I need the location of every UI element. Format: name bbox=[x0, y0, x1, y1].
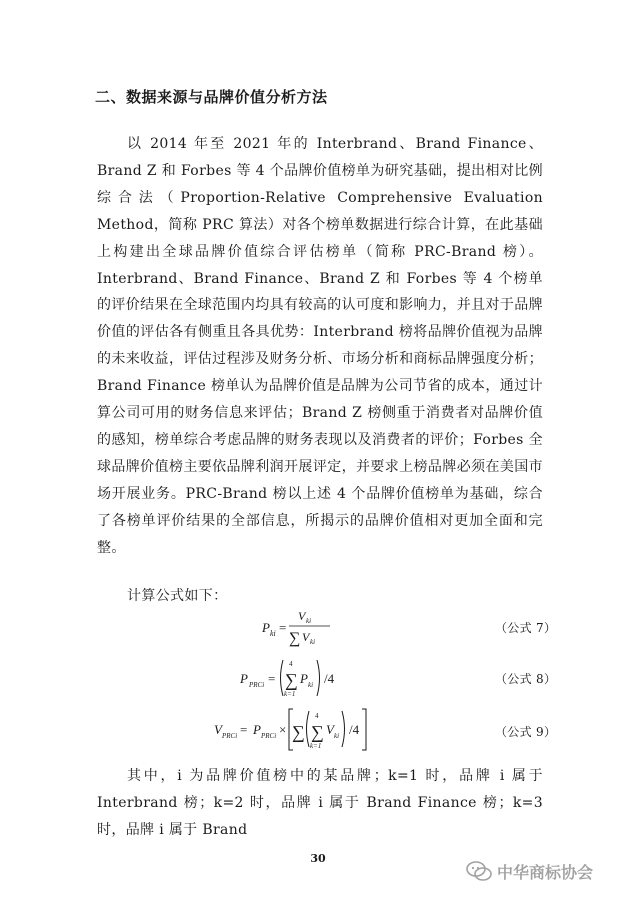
svg-text:V: V bbox=[298, 609, 306, 623]
page-number: 30 bbox=[310, 852, 326, 865]
svg-text:/4: /4 bbox=[349, 722, 360, 737]
section-heading: 二、数据来源与品牌价值分析方法 bbox=[95, 88, 328, 106]
svg-text:ki: ki bbox=[310, 638, 316, 646]
wechat-icon bbox=[465, 860, 493, 882]
svg-text:P: P bbox=[240, 671, 248, 686]
svg-text:=: = bbox=[268, 671, 276, 686]
svg-text:ki: ki bbox=[270, 629, 276, 638]
watermark bbox=[465, 858, 593, 884]
svg-text:V: V bbox=[326, 722, 334, 737]
svg-text:/4: /4 bbox=[324, 671, 335, 686]
svg-text:ki: ki bbox=[334, 732, 340, 740]
formula-7 bbox=[0, 608, 636, 648]
svg-text:V: V bbox=[302, 630, 310, 644]
svg-text:P: P bbox=[300, 671, 308, 686]
formula-9-label: （公式 9） bbox=[495, 725, 557, 739]
watermark-text: 中华商标协会 bbox=[497, 862, 594, 882]
formula-7-label: （公式 7） bbox=[495, 621, 557, 635]
svg-text:k=1: k=1 bbox=[310, 742, 322, 750]
formula-8-label: （公式 8） bbox=[495, 672, 557, 686]
svg-text:∑: ∑ bbox=[292, 722, 305, 742]
svg-text:ki: ki bbox=[308, 681, 314, 689]
svg-text:∑: ∑ bbox=[289, 630, 301, 647]
svg-text:P: P bbox=[253, 722, 261, 737]
svg-text:PRCi: PRCi bbox=[261, 732, 277, 740]
svg-text:4: 4 bbox=[315, 712, 319, 720]
explanation-paragraph: 其中，i 为品牌价值榜中的某品牌；k=1 时，品牌 i 属于 Interbrand 榜；k=2 时，品牌 i 属于 Brand Finance 榜；k=3 时，品牌 i 属于 Brand bbox=[97, 768, 543, 838]
svg-text:k=1: k=1 bbox=[284, 690, 296, 698]
svg-text:P: P bbox=[262, 620, 270, 635]
svg-text:V: V bbox=[214, 722, 222, 737]
svg-text:∑: ∑ bbox=[311, 722, 324, 742]
svg-text:PRCi: PRCi bbox=[222, 732, 238, 740]
formula-8 bbox=[0, 654, 636, 702]
svg-text:4: 4 bbox=[289, 660, 293, 668]
formula-9 bbox=[0, 705, 636, 755]
svg-text:×: × bbox=[279, 722, 287, 737]
intro-paragraph: 以 2014 年至 2021 年的 Interbrand、Brand Finance、Brand Z 和 Forbes 等 4 个品牌价值榜单为研究基础，提出相对比例综合法（Proportion-Relative Comprehensive Evaluation Method，简称 PRC 算法）对各个榜单数据进行综合计算，在此基础上构建出全球品牌价值综合评估榜单（简称 PRC-Brand 榜）。Interbrand、Brand Finance、Brand Z 和 Forbes 等 4 个榜单的评价结果在全球范围内均具有较高的认可度和影响力，并且对于品牌价值的评估各有侧重且各具优势：Interbrand 榜将品牌价值视为品牌的未来收益，评估过程涉及财务分析、市场分析和商标品牌强度分析；Brand Finance 榜单认为品牌价值是品牌为公司节省的成本，通过计算公司可用的财务信息来评估；Brand Z 榜侧重于消费者对品牌价值的感知，榜单综合考虑品牌的财务表现以及消费者的评价；Forbes 全球品牌价值榜主要依品牌利润开展评定，并要求上榜品牌必须在美国市场开展业务。PRC-Brand 榜以上述 4 个品牌价值榜单为基础，综合了各榜单评价结果的全部信息，所揭示的品牌价值相对更加全面和完整。 bbox=[97, 136, 543, 556]
svg-text:=: = bbox=[279, 620, 287, 635]
svg-text:∑: ∑ bbox=[285, 670, 298, 690]
svg-text:=: = bbox=[240, 722, 248, 737]
svg-text:ki: ki bbox=[306, 617, 312, 625]
formula-intro-text: 计算公式如下： bbox=[127, 588, 228, 604]
svg-text:PRCi: PRCi bbox=[249, 681, 265, 689]
